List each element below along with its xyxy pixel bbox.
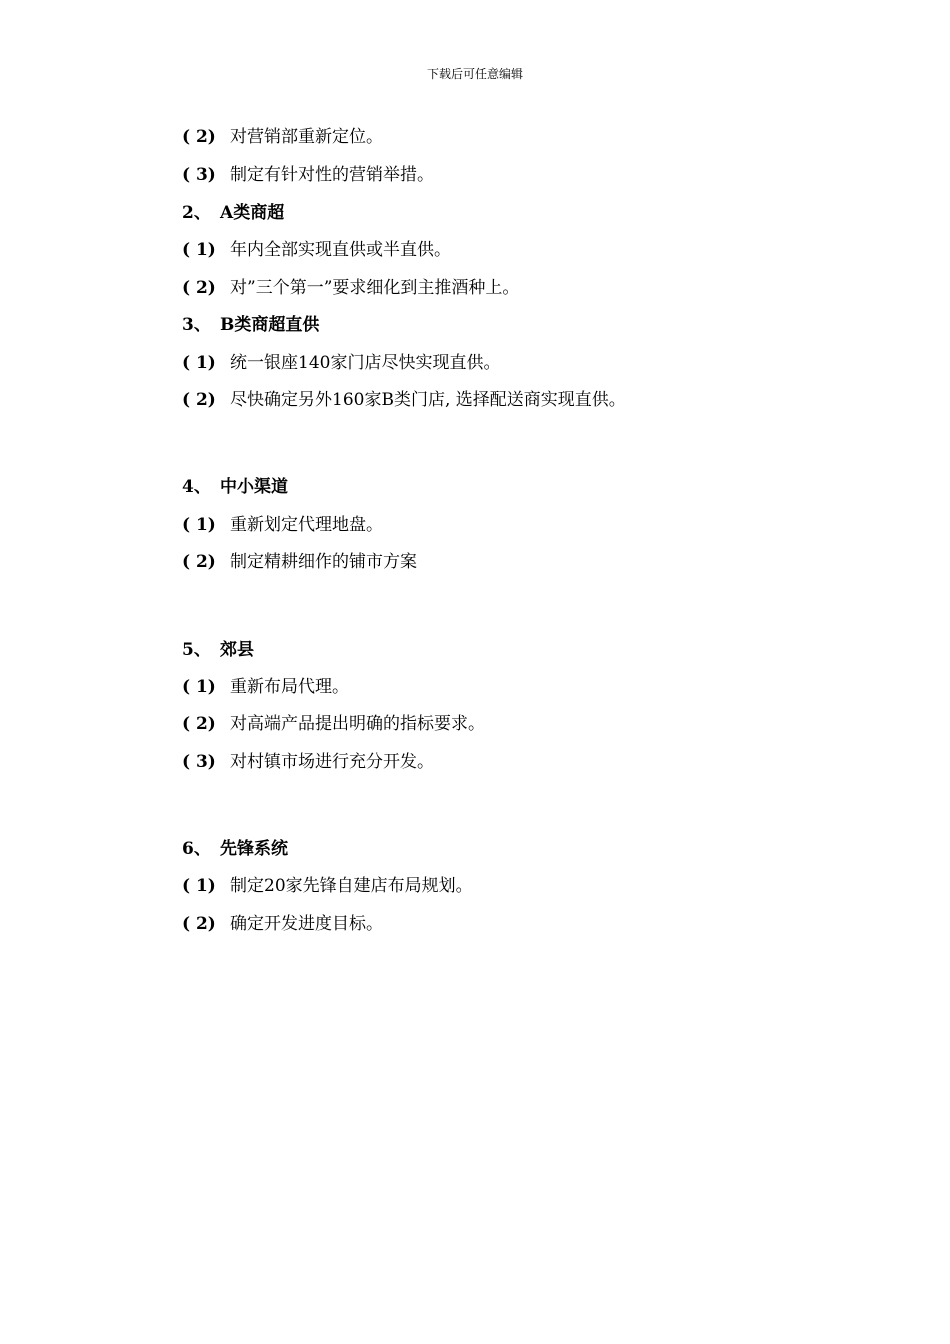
item-number: ( 3)	[182, 752, 216, 772]
list-item	[182, 913, 383, 935]
section-number: 5、	[182, 640, 211, 660]
item-number: ( 1)	[182, 353, 216, 373]
list-item	[182, 514, 383, 536]
list-item	[182, 126, 383, 148]
section-title: B类商超直供	[220, 315, 320, 335]
item-number: ( 1)	[182, 240, 216, 260]
section-heading	[182, 314, 319, 336]
list-item	[182, 713, 485, 735]
section-heading	[182, 838, 288, 860]
item-text: 对营销部重新定位。	[230, 127, 383, 147]
section-title: 郊县	[220, 640, 254, 660]
item-number: ( 3)	[182, 165, 216, 185]
section-heading	[182, 639, 254, 661]
list-item	[182, 751, 434, 773]
item-number: ( 2)	[182, 127, 216, 147]
item-number: ( 2)	[182, 278, 216, 298]
section-number: 4、	[182, 477, 211, 497]
section-title: A类商超	[220, 203, 285, 223]
item-text: 对高端产品提出明确的指标要求。	[230, 714, 485, 734]
item-text: 重新布局代理。	[230, 677, 349, 697]
item-number: ( 2)	[182, 914, 216, 934]
item-text: 年内全部实现直供或半直供。	[230, 240, 451, 260]
page-header: 下载后可任意编辑	[426, 67, 523, 81]
section-heading	[182, 476, 288, 498]
item-number: ( 2)	[182, 390, 216, 410]
item-number: ( 2)	[182, 714, 216, 734]
list-item	[182, 676, 349, 698]
item-text: 统一银座140家门店尽快实现直供。	[230, 353, 501, 373]
item-text: 制定20家先锋自建店布局规划。	[230, 876, 473, 896]
section-title: 中小渠道	[220, 477, 288, 497]
item-text: 重新划定代理地盘。	[230, 515, 383, 535]
item-text: 对”三个第一”要求细化到主推酒种上。	[230, 278, 520, 298]
item-number: ( 1)	[182, 677, 216, 697]
section-heading	[182, 202, 284, 224]
list-item	[182, 875, 473, 897]
item-text: 对村镇市场进行充分开发。	[230, 752, 434, 772]
list-item	[182, 239, 451, 261]
item-text: 尽快确定另外160家B类门店, 选择配送商实现直供。	[230, 390, 626, 410]
item-number: ( 1)	[182, 515, 216, 535]
item-text: 制定有针对性的营销举措。	[230, 165, 434, 185]
list-item	[182, 551, 417, 573]
item-text: 确定开发进度目标。	[230, 914, 383, 934]
item-text: 制定精耕细作的铺市方案	[230, 552, 417, 572]
section-number: 3、	[182, 315, 211, 335]
item-number: ( 2)	[182, 552, 216, 572]
list-item	[182, 277, 519, 299]
section-number: 2、	[182, 203, 211, 223]
list-item	[182, 164, 434, 186]
section-number: 6、	[182, 839, 211, 859]
list-item	[182, 352, 500, 374]
section-title: 先锋系统	[220, 839, 288, 859]
item-number: ( 1)	[182, 876, 216, 896]
list-item	[182, 389, 626, 411]
